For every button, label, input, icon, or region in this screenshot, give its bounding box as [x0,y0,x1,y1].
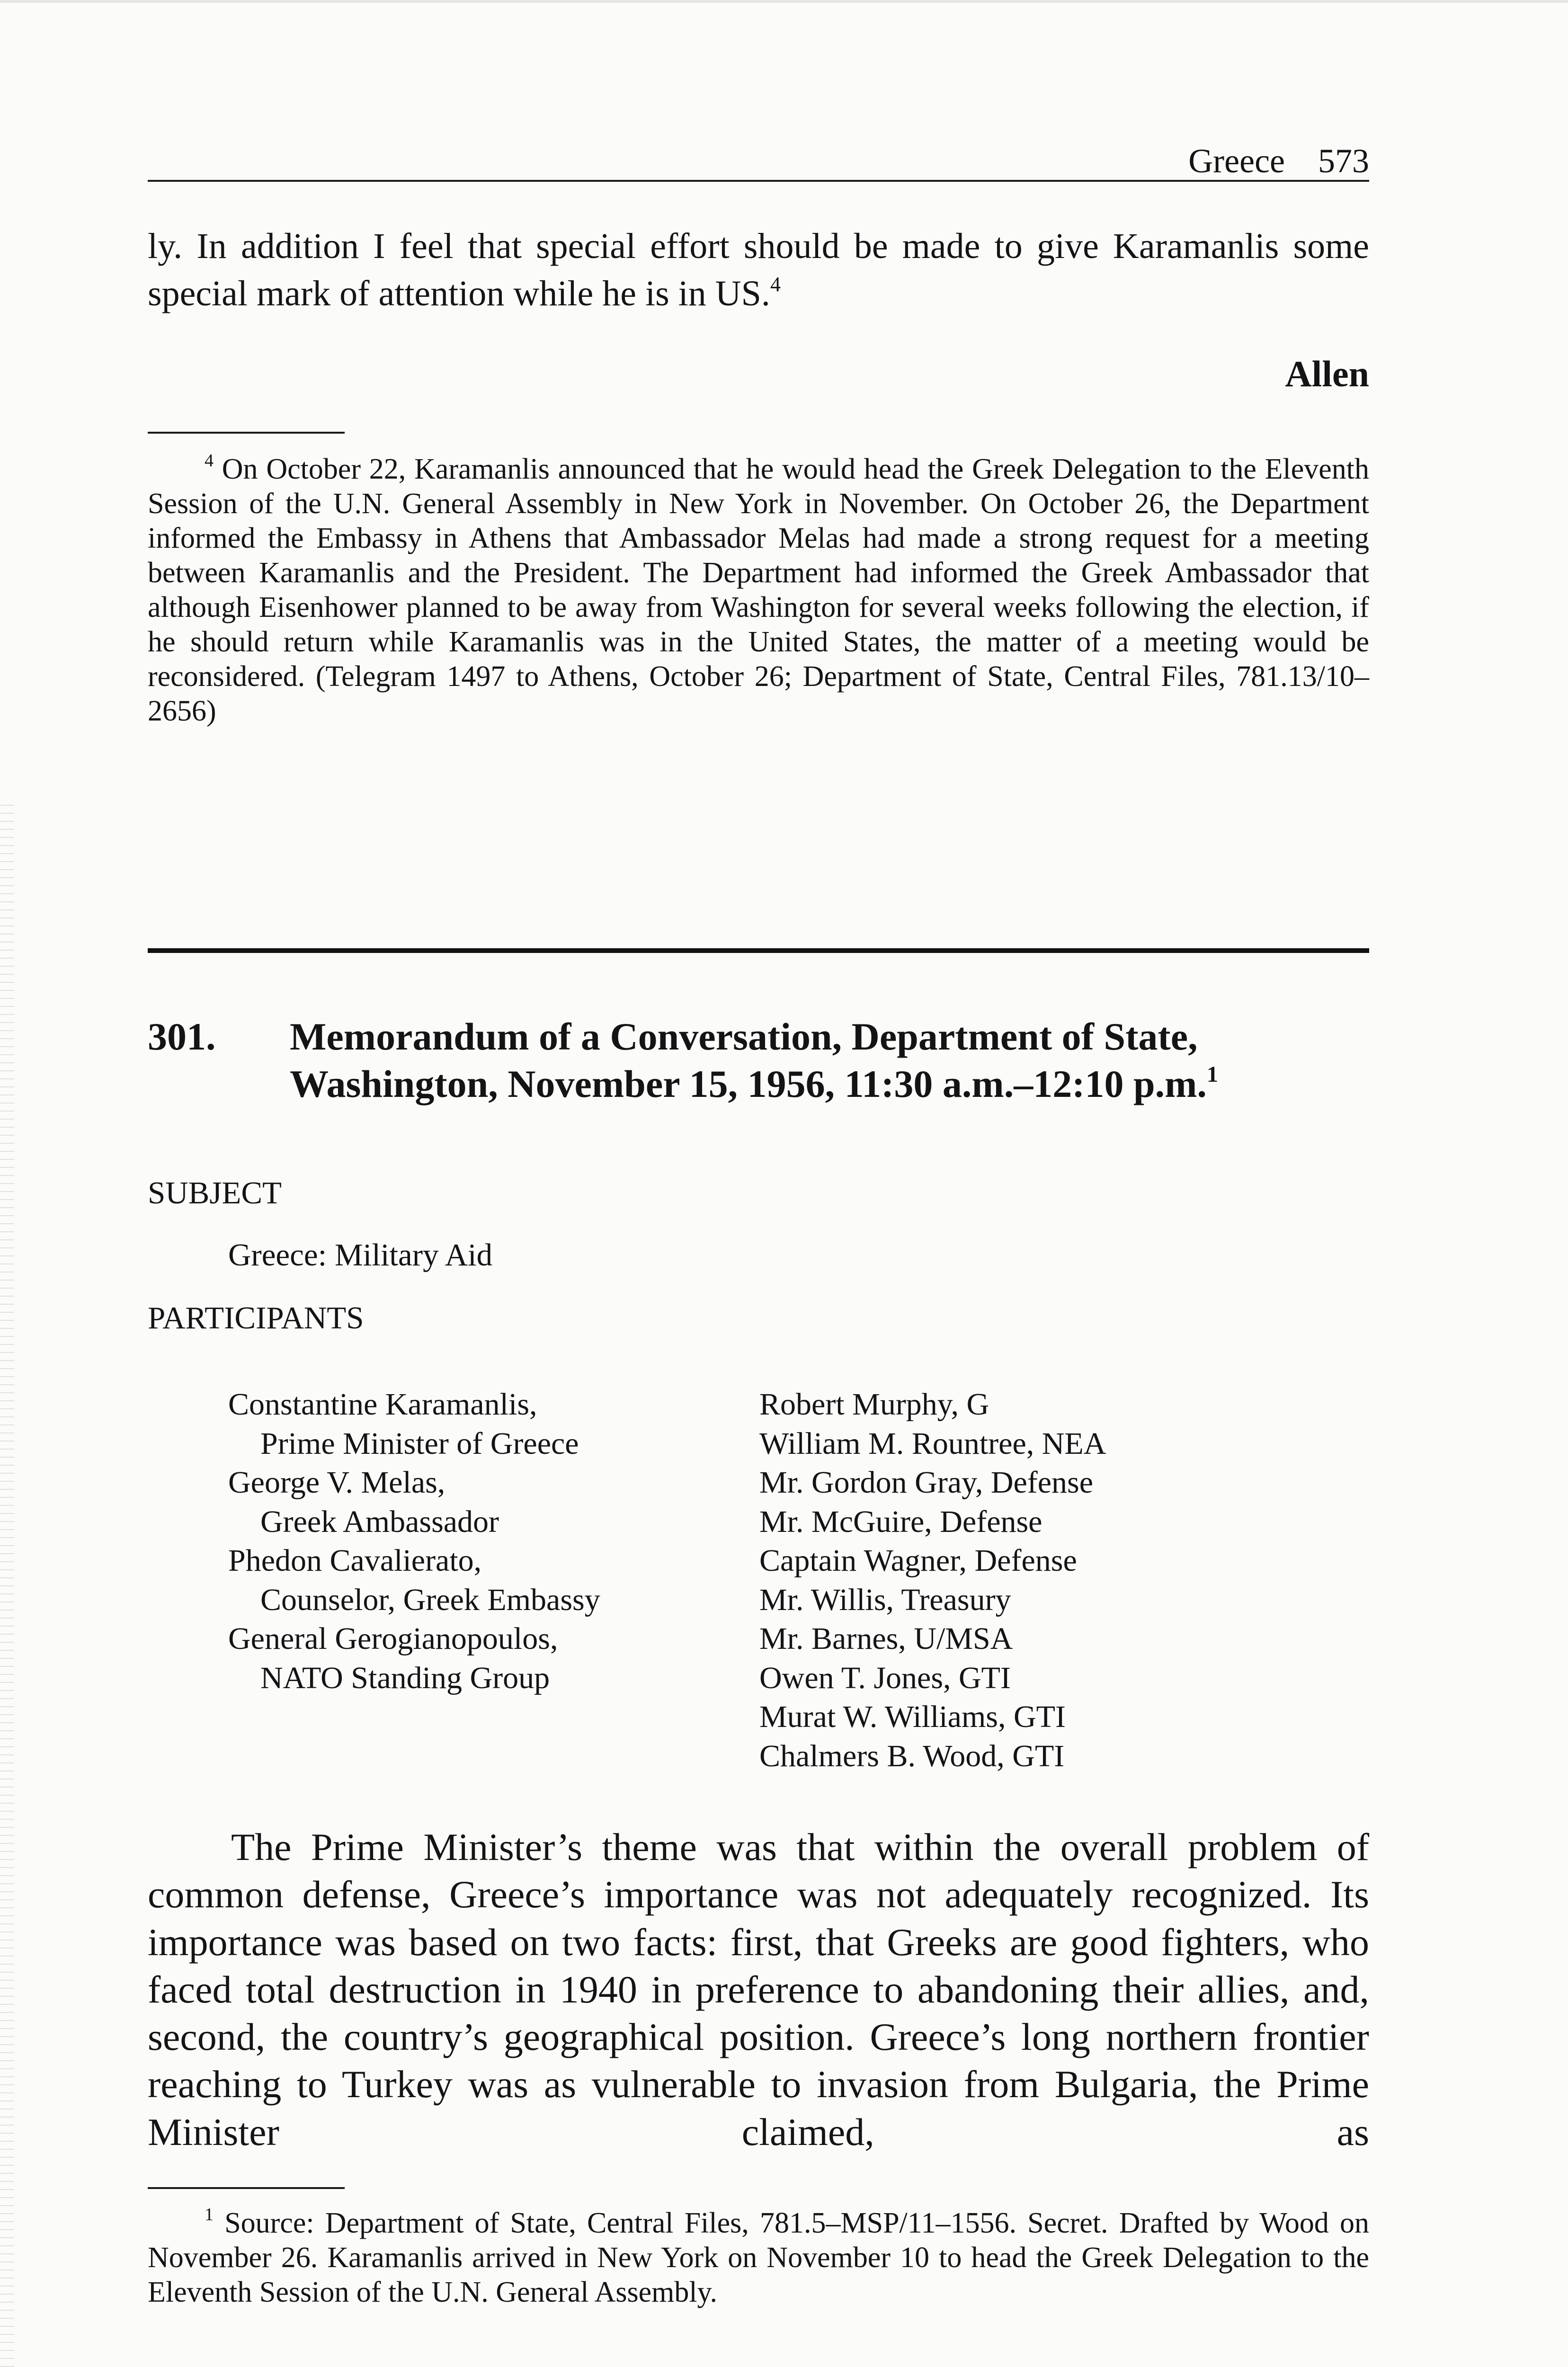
footnote-4-text: On October 22, Karamanlis announced that he would head the Greek Delegation to the Eleventh Session of the U.N. General Assembly in New York in November. On October 26, the Department informed the Embassy in Athens that Ambassador Melas had made a strong request for a meeting between Karamanlis and the President. The Department had informed the Greek Ambassador that although Eisenhower planned to be away from Washington for several weeks following the election, if he should return while Karamanlis was in the United States, the matter of a meeting would be reconsidered. (Telegram 1497 to Athens, October 26; Department of State, Central Files, 781.13/10–2656) [148,453,1370,727]
participants-right [759,1385,1327,1776]
signature: Allen [1285,353,1369,394]
section-divider [148,948,1369,953]
footnote-rule-top [148,432,345,434]
footnote-4-marker: 4 [205,451,214,471]
participant-right: William M. Rountree, NEA [759,1426,1106,1461]
participant-role: NATO Standing Group [260,1660,550,1695]
participant-right: Owen T. Jones, GTI [759,1660,1011,1695]
running-head-title: Greece [1188,142,1285,180]
participant-right: Mr. Willis, Treasury [759,1582,1011,1617]
participant-name: Constantine Karamanlis, [228,1387,537,1422]
participant-name: General Gerogianopoulos, [228,1621,558,1656]
footnote-ref-4[interactable]: 4 [770,273,781,296]
page-number: 573 [1318,142,1369,180]
scan-edge-noise [0,805,14,2367]
subject-value: Greece: Military Aid [228,1237,493,1272]
participant-right: Murat W. Williams, GTI [759,1700,1066,1734]
footnote-1 [148,2206,1369,2310]
running-head [148,142,1369,182]
participant-name: Phedon Cavalierato, [228,1543,482,1578]
participant-right: Robert Murphy, G [759,1387,989,1422]
participant-role: Counselor, Greek Embassy [260,1582,600,1617]
footnote-ref-1[interactable]: 1 [1206,1062,1218,1087]
participant-right: Mr. Gordon Gray, Defense [759,1465,1094,1500]
participant-role: Prime Minister of Greece [260,1426,579,1461]
footnote-4 [148,452,1369,729]
participants-label: PARTICIPANTS [148,1300,364,1335]
subject-label: SUBJECT [148,1175,282,1210]
footnote-1-text: Source: Department of State, Central Files, 781.5–MSP/11–1556. Secret. Drafted by Wood on November 26. Karamanlis arrived in New York on November 10 to head the Greek Delegation to the Eleventh Session of the U.N. General Assembly. [148,2207,1370,2308]
continuation-text: ly. In addition I feel that special effort should be made to give Karamanlis some special mark of attention while he is in US. [148,226,1369,313]
footnote-rule-bottom [148,2187,345,2189]
scan-top-edge [0,0,1568,3]
participant-name: George V. Melas, [228,1465,445,1500]
continuation-paragraph [148,222,1369,317]
body-text: The Prime Minister’s theme was that within the overall problem of common defense, Greece’s importance was not adequately recognized. Its importance was based on two facts: first, that Greeks are good fighters, who faced total destruction in 1940 in preference to abandoning their allies, and, second, the country’s geographical position. Greece’s long northern frontier reaching to Turkey was as vulnerable to invasion from Bulgaria, the Prime Minister claimed, as [148,1825,1369,2153]
participant-right: Chalmers B. Wood, GTI [759,1738,1065,1773]
participant-role: Greek Ambassador [260,1504,499,1539]
document-title [290,1013,1369,1108]
participant-right: Mr. Barnes, U/MSA [759,1621,1013,1656]
document-number: 301. [148,1015,216,1058]
footnote-1-marker: 1 [205,2205,214,2225]
participant-right: Mr. McGuire, Defense [759,1504,1042,1539]
body-paragraph [148,1824,1369,2156]
participant-right: Captain Wagner, Defense [759,1543,1077,1578]
document-title-text: Memorandum of a Conversation, Department of State, Washington, November 15, 1956, 11:30 a.m.–12:10 p.m. [290,1015,1207,1105]
participants-left [228,1385,725,1698]
